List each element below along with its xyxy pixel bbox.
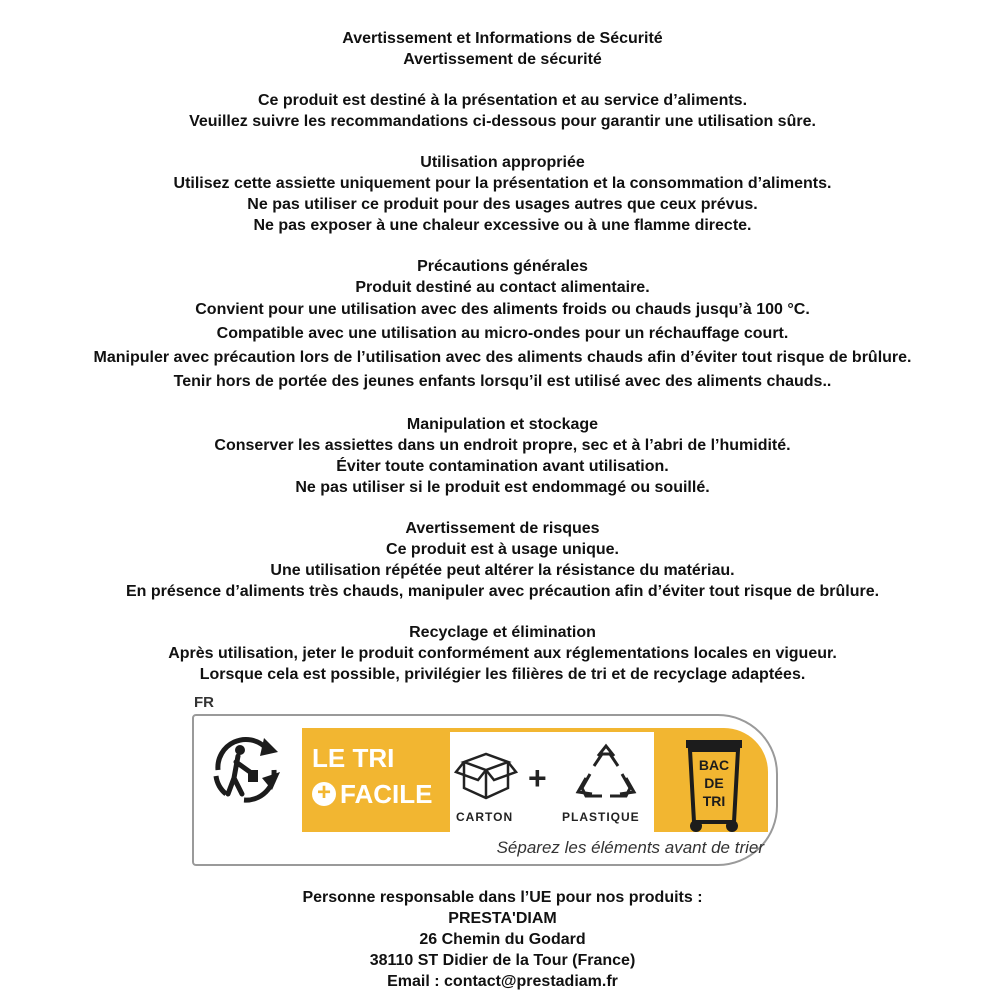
tri-title-line1: LE TRI <box>312 743 395 773</box>
company-name: PRESTA'DIAM <box>448 910 557 927</box>
document-title: Avertissement et Informations de Sécurité <box>342 30 663 47</box>
safety-document <box>0 28 1005 685</box>
intro-line: Ce produit est destiné à la présentation et au service d’aliments. <box>257 92 748 109</box>
triman-info-tri-label <box>192 694 782 874</box>
company-city: 38110 ST Didier de la Tour (France) <box>369 952 636 969</box>
plus-sign: + <box>528 760 547 796</box>
precaution-line: Compatible avec une utilisation au micro-ondes pour un réchauffage court. <box>216 325 789 342</box>
company-email: Email : contact@prestadiam.fr <box>387 973 618 990</box>
storage-line: Conserver les assiettes dans un endroit propre, sec et à l’abri de l’humidité. <box>214 437 791 454</box>
usage-line: Utilisez cette assiette uniquement pour la présentation et la consommation d’aliments. <box>173 175 832 192</box>
recycling-plastic-icon <box>574 742 638 802</box>
bin-text-line: TRI <box>702 793 726 809</box>
storage-line: Ne pas utiliser si le produit est endommagé ou souillé. <box>295 479 710 496</box>
risk-line: En présence d’aliments très chauds, manipuler avec précaution afin d’éviter tout risque de brûlure. <box>125 583 880 600</box>
section-heading-usage: Utilisation appropriée <box>420 154 585 171</box>
precaution-line: Manipuler avec précaution lors de l’utilisation avec des aliments chauds afin d’éviter tout risque de brûlure. <box>93 349 912 366</box>
plastique-label: PLASTIQUE <box>562 810 640 824</box>
section-heading-precautions: Précautions générales <box>417 258 588 275</box>
usage-line: Ne pas utiliser ce produit pour des usages autres que ceux prévus. <box>247 196 758 213</box>
carton-box-icon <box>454 744 518 800</box>
materials-box <box>450 732 654 848</box>
sorting-panel <box>192 714 778 866</box>
usage-line: Ne pas exposer à une chaleur excessive ou à une flamme directe. <box>253 217 752 234</box>
recycling-line: Lorsque cela est possible, privilégier les filières de tri et de recyclage adaptées. <box>199 666 806 683</box>
country-code: FR <box>194 694 214 711</box>
storage-line: Éviter toute contamination avant utilisation. <box>336 458 669 475</box>
precaution-line: Tenir hors de portée des jeunes enfants lorsqu’il est utilisé avec des aliments chauds.. <box>173 373 832 390</box>
eu-contact-block <box>0 887 1005 992</box>
risk-line: Ce produit est à usage unique. <box>386 541 619 558</box>
bin-text-line: DE <box>704 775 724 791</box>
section-heading-risks: Avertissement de risques <box>405 520 600 537</box>
intro-line: Veuillez suivre les recommandations ci-dessous pour garantir une utilisation sûre. <box>189 113 816 130</box>
section-heading-storage: Manipulation et stockage <box>406 416 599 433</box>
risk-line: Une utilisation répétée peut altérer la résistance du matériau. <box>270 562 735 579</box>
recycling-line: Après utilisation, jeter le produit conformément aux réglementations locales en vigueur. <box>168 645 837 662</box>
contact-intro: Personne responsable dans l’UE pour nos produits : <box>302 889 703 906</box>
tri-title-line2: FACILE <box>340 779 433 809</box>
sorting-bin-icon <box>682 738 746 834</box>
plus-badge: + <box>312 782 336 806</box>
document-subtitle: Avertissement de sécurité <box>403 51 602 68</box>
carton-label: CARTON <box>456 810 514 824</box>
precaution-line: Produit destiné au contact alimentaire. <box>355 279 650 296</box>
sorting-note: Séparez les éléments avant de trier <box>496 838 764 857</box>
triman-icon <box>204 728 288 812</box>
section-heading-recycling: Recyclage et élimination <box>409 624 596 641</box>
company-street: 26 Chemin du Godard <box>419 931 586 948</box>
bin-text-line: BAC <box>698 757 730 773</box>
tri-facile-title <box>312 740 432 812</box>
precaution-line: Convient pour une utilisation avec des aliments froids ou chauds jusqu’à 100 °C. <box>195 301 810 318</box>
